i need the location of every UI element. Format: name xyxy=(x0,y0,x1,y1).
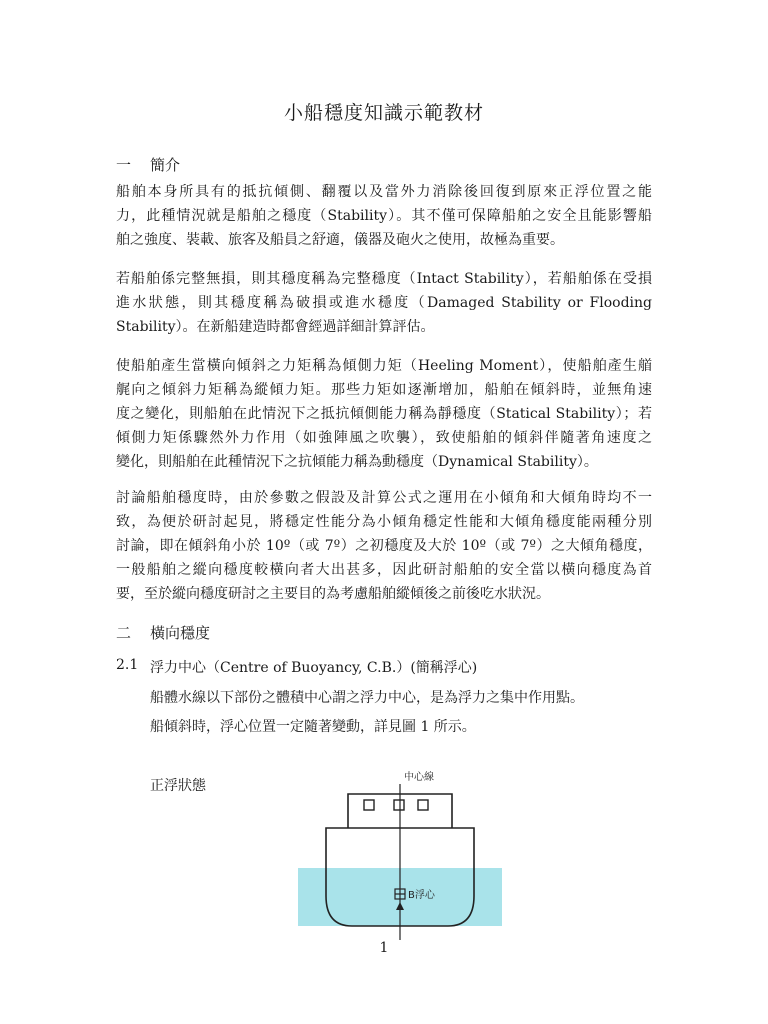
text-line: 傾側力矩係驟然外力作用（如強陣風之吹襲），致使船舶的傾斜伴隨著角速度之 xyxy=(116,430,652,446)
text-line: 若船舶係完整無損，則其穩度稱為完整穩度（Intact Stability），若船舶係在受損 xyxy=(116,271,652,287)
paragraph-intact-damaged xyxy=(116,267,652,339)
window-icon xyxy=(394,800,404,810)
text-line: 變化，則船舶在此種情況下之抗傾能力稱為動穩度（Dynamical Stability）。 xyxy=(116,454,598,470)
subsection-text-line: 船體水線以下部份之體積中心謂之浮力中心，是為浮力之集中作用點。 xyxy=(150,690,584,706)
section-number: 一 xyxy=(116,156,132,174)
section-title: 簡介 xyxy=(150,156,181,174)
text-line: 船舶本身所具有的抵抗傾側、翻覆以及當外力消除後回復到原來正浮位置之能 xyxy=(116,184,652,200)
text-line: 使船舶產生當橫向傾斜之力矩稱為傾側力矩（Heeling Moment），使船舶產生艏 xyxy=(116,358,652,374)
subsection-text-line: 船傾斜時，浮心位置一定隨著變動，詳見圖 1 所示。 xyxy=(150,719,476,735)
window-icon xyxy=(364,800,374,810)
paragraph-heeling-moment xyxy=(116,354,652,474)
text-line: 力，此種情況就是船舶之穩度（Stability）。其不僅可保障船舶之安全且能影響船 xyxy=(116,208,652,224)
section-number: 二 xyxy=(116,624,132,642)
paragraph-small-large-angle xyxy=(116,486,652,606)
section-title: 橫向穩度 xyxy=(150,624,211,642)
subsection-number: 2.1 xyxy=(116,657,139,673)
section-heading-intro xyxy=(116,154,180,175)
document-title: 小船穩度知識示範教材 xyxy=(283,102,484,124)
text-line: 一般船舶之縱向穩度較橫向者大出甚多，因此研討船舶的安全當以橫向穩度為首 xyxy=(116,562,652,578)
text-line: Stability）。在新船建造時都會經過詳細計算評估。 xyxy=(116,319,435,335)
section-heading-transverse xyxy=(116,622,210,643)
text-line: 要，至於縱向穩度研討之主要目的為考慮船舶縱傾後之前後吃水狀況。 xyxy=(116,586,550,602)
text-line: 舶之強度、裝載、旅客及船員之舒適，儀器及砲火之使用，故極為重要。 xyxy=(116,232,564,248)
text-line: 艉向之傾斜力矩稱為縱傾力矩。那些力矩如逐漸增加，船舶在傾斜時，並無角速 xyxy=(116,382,652,398)
text-line: 討論船舶穩度時，由於參數之假設及計算公式之運用在小傾角和大傾角時均不一 xyxy=(116,490,652,506)
center-line-label: 中心線 xyxy=(404,772,434,783)
paragraph-stability-definition xyxy=(116,180,652,252)
text-line: 討論，即在傾斜角小於 10º（或 7º）之初穩度及大於 10º（或 7º）之大傾角穩度， xyxy=(116,538,652,554)
window-icon xyxy=(418,800,428,810)
text-line: 進水狀態，則其穩度稱為破損或進水穩度（Damaged Stability or Flooding xyxy=(116,295,652,311)
text-line: 度之變化，則船舶在此情況下之抵抗傾側能力稱為靜穩度（Statical Stability）；若 xyxy=(116,406,652,422)
upright-ship-diagram xyxy=(290,764,510,944)
buoyancy-center-label: B浮心 xyxy=(408,890,435,901)
figure-state-label: 正浮狀態 xyxy=(150,778,206,794)
subsection-title: 浮力中心（Centre of Buoyancy, C.B.）(簡稱浮心) xyxy=(150,660,478,676)
text-line: 致，為便於研討起見，將穩定性能分為小傾角穩定性能和大傾角穩度能兩種分別 xyxy=(116,514,652,530)
page-number: 1 xyxy=(379,940,389,956)
